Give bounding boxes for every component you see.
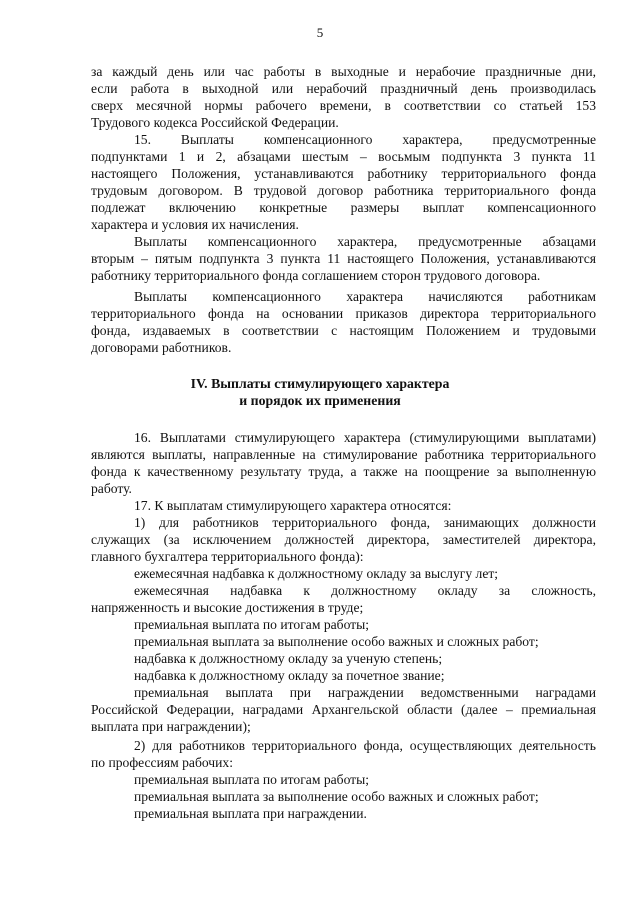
text-line: характера и условия их начисления. — [91, 217, 299, 232]
text-line: премиальная выплата по итогам работы; — [134, 772, 370, 787]
text-line: выплата при награждении); — [91, 719, 251, 734]
text-line: Трудового кодекса Российской Федерации. — [91, 115, 339, 130]
text-line: Выплаты компенсационного характера начисляются работникам — [134, 289, 596, 304]
text-line: премиальная выплата за выполнение особо важных и сложных работ; — [134, 789, 539, 804]
text-line: если работа в выходной или нерабочий праздничный день производилась — [91, 81, 596, 96]
text-line: работнику территориального фонда соглашением сторон трудового договора. — [91, 268, 541, 283]
text-line: премиальная выплата за выполнение особо важных и сложных работ; — [134, 634, 539, 649]
text-line: являются выплаты, направленные на стимулирование работника территориального — [91, 447, 596, 462]
text-line: подпунктами 1 и 2, абзацами шестым – восьмым подпункта 3 пункта 11 — [91, 149, 596, 164]
text-line: премиальная выплата при награждении ведомственными наградами — [134, 685, 596, 700]
text-line: надбавка к должностному окладу за почетное звание; — [134, 668, 445, 683]
section-heading: и порядок их применения — [239, 393, 401, 408]
text-line: работу. — [91, 481, 132, 496]
text-line: ежемесячная надбавка к должностному окладу за выслугу лет; — [134, 566, 499, 581]
text-line: вторым – пятым подпункта 3 пункта 11 настоящего Положения, устанавливаются — [91, 251, 596, 266]
text-line: Выплаты компенсационного характера, предусмотренные абзацами — [134, 234, 596, 249]
text-line: ежемесячная надбавка к должностному окладу за сложность, — [134, 583, 596, 598]
text-line: подлежат включению конкретные размеры выплат компенсационного — [91, 200, 596, 215]
text-line: служащих (за исключением должностей директора, заместителей директора, — [91, 532, 596, 547]
text-line: 1) для работников территориального фонда, занимающих должности — [134, 515, 596, 530]
text-line: настоящего Положения, устанавливаются работнику территориального фонда — [91, 166, 596, 181]
text-line: Российской Федерации, наградами Архангельской области (далее – премиальная — [91, 702, 596, 717]
text-line: сверх месячной нормы рабочего времени, в соответствии со статьей 153 — [91, 98, 596, 113]
text-line: надбавка к должностному окладу за ученую степень; — [134, 651, 443, 666]
text-line: 15. Выплаты компенсационного характера, предусмотренные — [134, 132, 596, 147]
text-line: фонда, издаваемых в соответствии с настоящим Положением и трудовыми — [91, 323, 596, 338]
text-line: премиальная выплата при награждении. — [134, 806, 367, 821]
text-line: по профессиям рабочих: — [91, 755, 233, 770]
text-line: территориального фонда на основании приказов директора территориального — [91, 306, 596, 321]
text-line: главного бухгалтера территориального фонда): — [91, 549, 364, 564]
page-number: 5 — [316, 25, 324, 40]
section-heading: IV. Выплаты стимулирующего характера — [190, 376, 450, 391]
text-line: 2) для работников территориального фонда, осуществляющих деятельность — [134, 738, 596, 753]
text-line: фонда к качественному результату труда, а также на поощрение за выполненную — [91, 464, 596, 479]
text-line: премиальная выплата по итогам работы; — [134, 617, 370, 632]
text-line: трудовым договором. В трудовой договор работника территориального фонда — [91, 183, 596, 198]
text-line: напряженность и высокие достижения в труде; — [91, 600, 364, 615]
text-line: за каждый день или час работы в выходные и нерабочие праздничные дни, — [91, 64, 596, 79]
text-line: договорами работников. — [91, 340, 232, 355]
text-line: 16. Выплатами стимулирующего характера (стимулирующими выплатами) — [134, 430, 596, 445]
text-line: 17. К выплатам стимулирующего характера относятся: — [134, 498, 452, 513]
